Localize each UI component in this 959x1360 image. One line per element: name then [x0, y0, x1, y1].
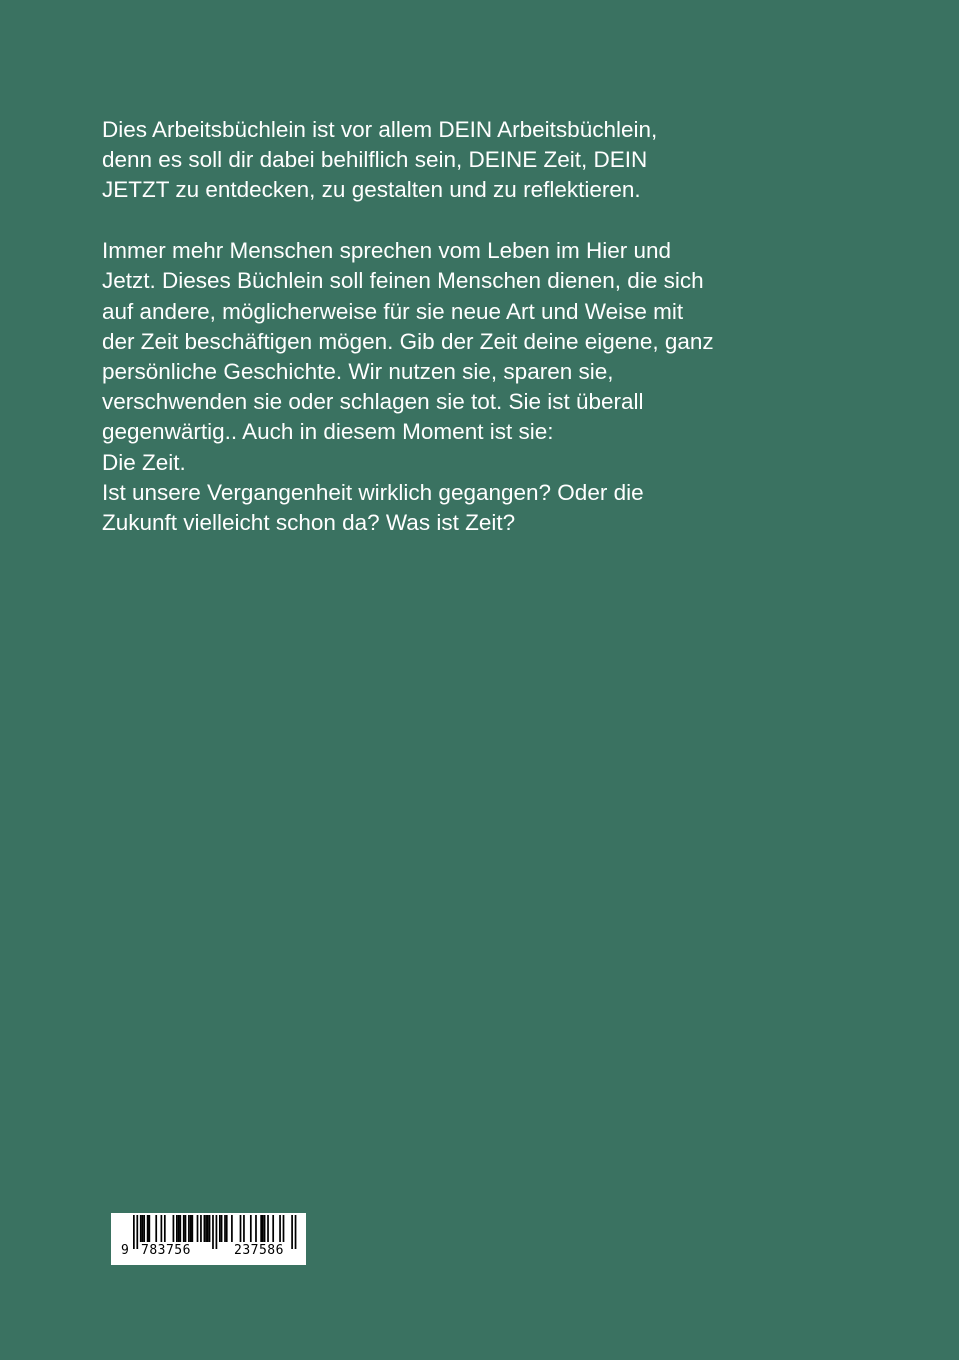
- blurb-paragraph-2: [102, 236, 822, 538]
- back-cover-blurb: [102, 115, 822, 569]
- barcode-bar: [191, 1215, 193, 1242]
- barcode-bar: [283, 1215, 285, 1242]
- barcode-bar: [183, 1215, 185, 1242]
- barcode-bar: [155, 1215, 157, 1242]
- barcode-bar: [178, 1215, 180, 1242]
- barcode-left-group: 783756: [141, 1243, 191, 1258]
- barcode-lead-digit: 9: [121, 1243, 129, 1258]
- barcode-bar: [243, 1215, 245, 1242]
- blurb-line: der Zeit beschäftigen mögen. Gib der Zeit deine eigene, ganz: [102, 328, 714, 354]
- barcode-bar: [255, 1215, 257, 1242]
- barcode-bar: [197, 1215, 199, 1242]
- barcode-bar: [148, 1215, 150, 1242]
- barcode-bar: [224, 1215, 226, 1242]
- barcode-bar: [190, 1215, 192, 1242]
- barcode-bar: [142, 1215, 144, 1242]
- barcode-bar: [262, 1215, 264, 1242]
- barcode-bar: [260, 1215, 262, 1242]
- barcode-bar: [204, 1215, 206, 1242]
- blurb-line: Ist unsere Vergangenheit wirklich gegangen? Oder die: [102, 479, 644, 505]
- blurb-line: Jetzt. Dieses Büchlein soll feinen Menschen dienen, die sich: [102, 268, 704, 294]
- barcode-right-group: 237586: [234, 1243, 284, 1258]
- barcode-bar: [219, 1215, 221, 1242]
- barcode-bar: [161, 1215, 163, 1242]
- isbn-barcode: [111, 1213, 306, 1265]
- blurb-line: Zukunft vielleicht schon da? Was ist Zeit?: [102, 510, 516, 536]
- blurb-line: denn es soll dir dabei behilflich sein, DEINE Zeit, DEIN: [102, 147, 648, 173]
- barcode-bar: [231, 1215, 233, 1242]
- blurb-paragraph-1: [102, 115, 822, 206]
- barcode-bar: [176, 1215, 178, 1242]
- blurb-line: persönliche Geschichte. Wir nutzen sie, sparen sie,: [102, 359, 614, 385]
- barcode-bar: [272, 1215, 274, 1242]
- barcode-bar: [179, 1215, 181, 1242]
- barcode-bar: [147, 1215, 149, 1242]
- barcode-bar: [226, 1215, 228, 1242]
- barcode-bar: [240, 1215, 242, 1242]
- barcode-digits: [111, 1243, 306, 1261]
- barcode-bar: [173, 1215, 175, 1242]
- barcode-bar: [205, 1215, 207, 1242]
- barcode-bar: [140, 1215, 142, 1242]
- barcode-bar: [185, 1215, 187, 1242]
- blurb-line: Die Zeit.: [102, 449, 186, 475]
- barcode-bar: [143, 1215, 145, 1242]
- barcode-bar: [221, 1215, 223, 1242]
- blurb-line: Dies Arbeitsbüchlein ist vor allem DEIN Arbeitsbüchlein,: [102, 117, 658, 142]
- barcode-bar: [279, 1215, 281, 1242]
- barcode-bar: [207, 1215, 209, 1242]
- barcode-bar: [209, 1215, 211, 1242]
- blurb-line: verschwenden sie oder schlagen sie tot. Sie ist überall: [102, 389, 644, 415]
- blurb-line: auf andere, möglicherweise für sie neue Art und Weise mit: [102, 298, 684, 324]
- barcode-bar: [264, 1215, 266, 1242]
- barcode-bar: [164, 1215, 166, 1242]
- barcode-bar: [267, 1215, 269, 1242]
- blurb-line: JETZT zu entdecken, zu gestalten und zu reflektieren.: [102, 177, 641, 203]
- barcode-bar: [250, 1215, 252, 1242]
- barcode-bar: [188, 1215, 190, 1242]
- barcode-bar: [200, 1215, 202, 1242]
- blurb-line: gegenwärtig.. Auch in diesem Moment ist sie:: [102, 419, 554, 445]
- blurb-line: Immer mehr Menschen sprechen vom Leben im Hier und: [102, 238, 671, 264]
